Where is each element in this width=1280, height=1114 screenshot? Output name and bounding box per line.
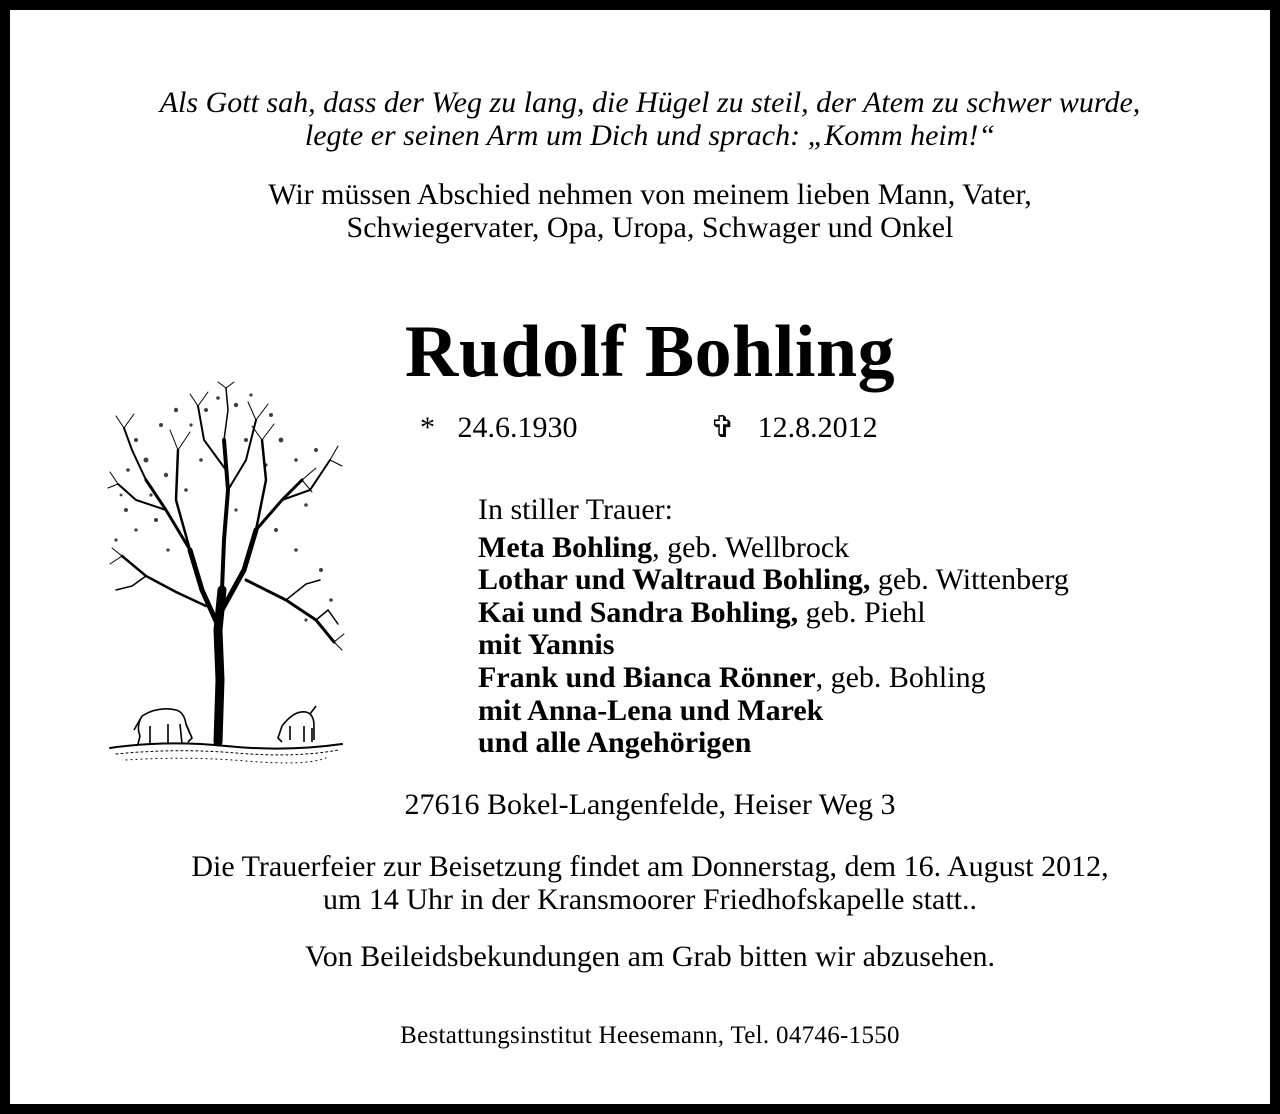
quote-line-2: legte er seinen Arm um Dich und sprach: „Komm heim!“	[304, 119, 996, 152]
mourner-name: Kai und Sandra Bohling,	[478, 595, 799, 629]
condolence-note: Von Beileidsbekundungen am Grab bitten wir abzusehen.	[304, 940, 996, 973]
funeral-ceremony-info	[10, 850, 1280, 916]
mourner-line	[478, 597, 1069, 630]
mourners-heading: In stiller Trauer:	[478, 493, 673, 526]
deceased-name: Rudolf Bohling	[404, 311, 896, 393]
birth-star-icon: *	[420, 411, 435, 444]
mourner-line	[478, 532, 1069, 565]
mourner-name: Lothar und Waltraud Bohling,	[478, 563, 871, 597]
mourner-line	[478, 629, 1069, 662]
mourner-note: geb. Piehl	[798, 595, 926, 629]
intro-line-1: Wir müssen Abschied nehmen von meinem lieben Mann, Vater,	[268, 178, 1032, 211]
mourner-line	[478, 695, 1069, 728]
ceremony-line-1: Die Trauerfeier zur Beisetzung findet am Donnerstag, dem 16. August 2012,	[191, 850, 1109, 883]
mourner-name: Frank und Bianca Rönner	[478, 660, 816, 694]
cross-icon: ✞	[710, 411, 736, 444]
death-date-value: 12.8.2012	[757, 411, 878, 444]
mourner-name: und alle Angehörigen	[478, 726, 752, 760]
birth-date-value: 24.6.1930	[457, 411, 578, 444]
mourner-note: , geb. Bohling	[815, 660, 986, 694]
mourner-note: , geb. Wellbrock	[652, 530, 850, 564]
mourners-list	[478, 494, 1069, 760]
mourner-name: mit Yannis	[478, 628, 615, 662]
opening-quote	[10, 86, 1280, 152]
mourner-name: Meta Bohling	[478, 530, 653, 564]
undertaker-contact: Bestattungsinstitut Heesemann, Tel. 04746-1550	[400, 1022, 900, 1049]
farewell-intro	[10, 178, 1280, 244]
mourner-name: mit Anna-Lena und Marek	[478, 693, 824, 727]
mourner-note: geb. Wittenberg	[870, 563, 1069, 597]
mourner-line	[478, 564, 1069, 597]
ceremony-line-2: um 14 Uhr in der Kransmoorer Friedhofskapelle statt..	[322, 883, 977, 916]
tree-with-horses-illustration	[106, 380, 346, 780]
birth-date	[420, 410, 578, 446]
family-address: 27616 Bokel-Langenfelde, Heiser Weg 3	[404, 788, 896, 821]
mourner-line	[478, 727, 1069, 760]
death-date	[710, 410, 878, 446]
mourner-line	[478, 662, 1069, 695]
intro-line-2: Schwiegervater, Opa, Uropa, Schwager und Onkel	[346, 211, 954, 244]
quote-line-1: Als Gott sah, dass der Weg zu lang, die Hügel zu steil, der Atem zu schwer wurde,	[159, 86, 1141, 119]
